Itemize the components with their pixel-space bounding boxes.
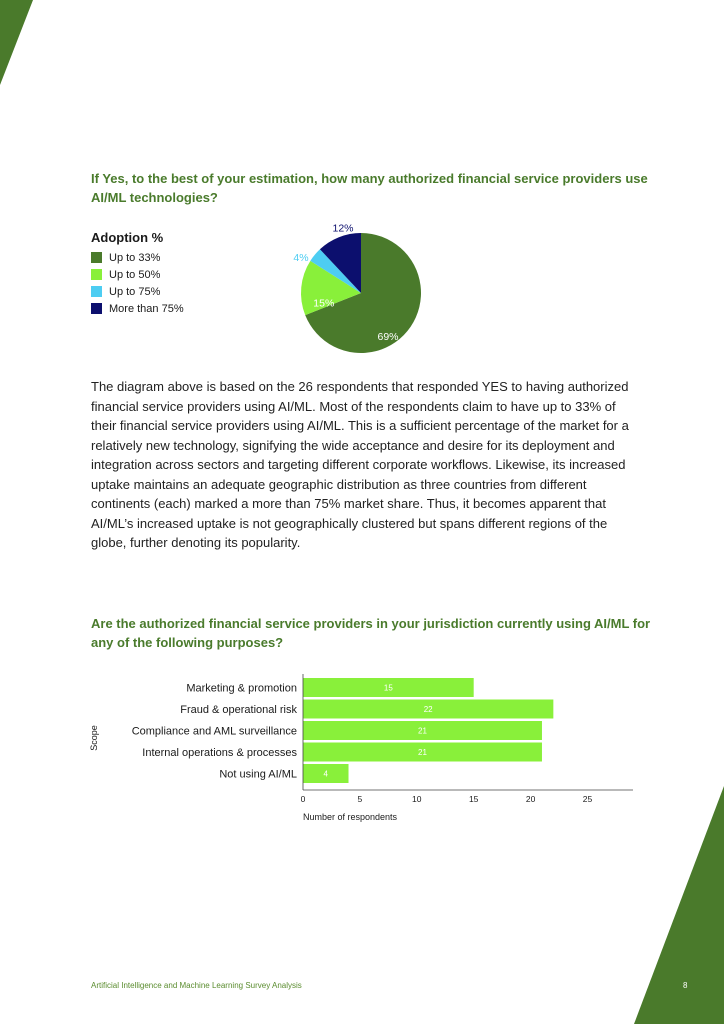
- category-label: Compliance and AML surveillance: [131, 725, 297, 738]
- x-tick-label: 10: [412, 794, 422, 804]
- x-axis-title: Number of respondents: [303, 812, 398, 822]
- pie-data-label: 69%: [377, 331, 399, 344]
- x-tick-label: 15: [468, 794, 479, 804]
- page-number: 8: [683, 981, 688, 990]
- pie-data-label: 4%: [293, 252, 309, 264]
- legend-label: Up to 33%: [109, 251, 161, 264]
- legend-label: Up to 75%: [109, 285, 161, 298]
- question-adoption-title: If Yes, to the best of your estimation, how many authorized financial service providers use AI/ML technologies?: [91, 171, 648, 205]
- legend-label: Up to 50%: [109, 268, 161, 281]
- y-axis-title: Scope: [89, 725, 99, 751]
- legend-label: More than 75%: [109, 302, 184, 315]
- bar-value-label: 21: [418, 748, 427, 757]
- category-label: Not using AI/ML: [219, 768, 297, 781]
- adoption-pie-chart: [280, 218, 460, 368]
- legend-title: Adoption %: [91, 230, 164, 245]
- legend-swatch-more-than-75: [91, 303, 102, 314]
- purposes-bar-chart: [80, 670, 660, 840]
- pie-data-label: 15%: [313, 297, 335, 310]
- x-tick-label: 0: [300, 794, 306, 804]
- legend-swatch-up-to-75: [91, 286, 102, 297]
- pie-legend: [91, 230, 184, 317]
- x-tick-label: 25: [582, 794, 593, 804]
- pie-data-label: 12%: [332, 222, 354, 235]
- corner-decoration-top-left: [0, 0, 40, 90]
- x-tick-label: 20: [525, 794, 536, 804]
- bar-value-label: 22: [423, 705, 433, 714]
- bar-value-label: 21: [418, 726, 427, 736]
- question-purposes-title: Are the authorized financial service providers in your jurisdiction currently using AI/ML for any of the following purposes?: [91, 616, 651, 650]
- bar-value-label: 15: [383, 683, 393, 693]
- legend-item: [91, 249, 184, 266]
- legend-swatch-up-to-33: [91, 252, 102, 263]
- category-label: Internal operations & processes: [142, 747, 297, 759]
- category-label: Marketing & promotion: [186, 682, 297, 695]
- footer-title: Artificial Intelligence and Machine Learning Survey Analysis: [91, 981, 302, 990]
- legend-item: [91, 266, 184, 283]
- category-label: Fraud & operational risk: [180, 704, 297, 716]
- x-tick-label: 5: [357, 794, 363, 804]
- legend-item: [91, 283, 184, 300]
- analysis-paragraph: The diagram above is based on the 26 respondents that responded YES to having authorized financial service providers using AI/ML. Most of the respondents claim to have up to 33% of their financial service providers using AI/ML. This is a sufficient percentage of the market for a relatively new technology, signifying the wide acceptance and desire for its deployment and integration across sectors and targeting different corporate workflows. Likewise, its increased uptake maintains an adequate geographic distribution as three countries from different continents (each) marked a more than 75% market share. Thus, it becomes apparent that AI/ML’s increased uptake is not geographically clustered but spans different regions of the globe, further denoting its popularity.: [91, 379, 629, 550]
- legend-swatch-up-to-50: [91, 269, 102, 280]
- legend-item: [91, 300, 184, 317]
- bar-value-label: 4: [323, 769, 328, 779]
